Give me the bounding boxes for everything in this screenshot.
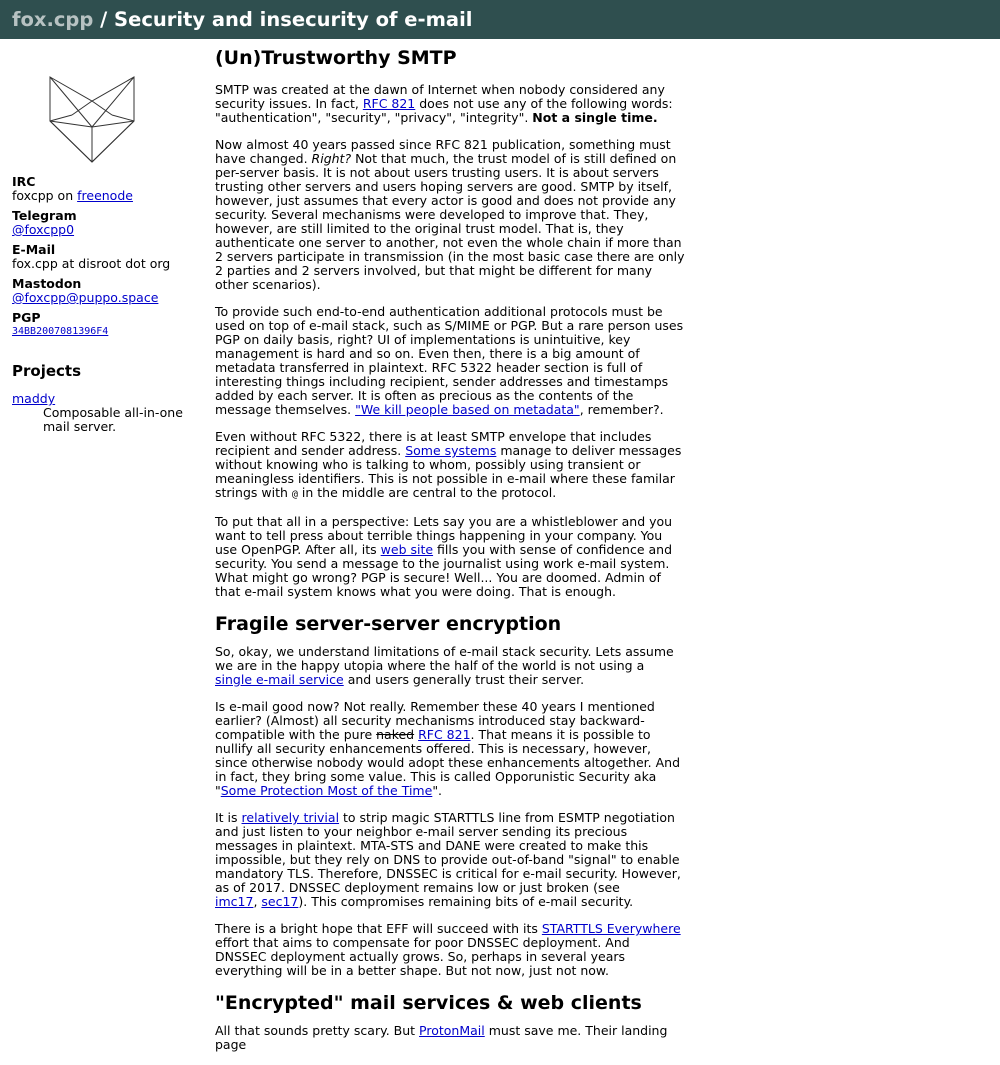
italic-text: Right? — [311, 151, 352, 166]
text: Not that much, the trust model of is still defined on per-server basis. It is not about users trusting users. It is about servers trusting other servers and users hoping servers are good. SMTP by itself, however, just assumes that every actor is good and does not provide any security. Several mechanisms were developed to improve that. They, however, are still limited to the original trust model. That is, they authenticate one server to another, not even the whole chain if more than 2 servers participate in transmission (in the most basic case there are only 2 parties and 2 servers involved, but that might be different for many other scenarios). — [215, 151, 685, 292]
text: Even without RFC 5322, there is at least SMTP envelope that includes recipient and sender address. — [215, 429, 652, 458]
text: manage to deliver messages without knowing who is talking to whom, possibly using transient or meaningless identifiers. This is not possible in e-mail where these familar strings with — [215, 443, 682, 500]
header-separator: / — [93, 8, 115, 31]
telegram-link[interactable]: @foxcpp0 — [12, 222, 75, 237]
project-description: Composable all-in-one mail server. — [43, 405, 183, 434]
email-label: E-Mail — [12, 242, 56, 257]
project-maddy-link[interactable]: maddy — [12, 391, 56, 406]
paragraph-7 — [215, 700, 685, 798]
mastodon-link[interactable]: @foxcpp@puppo.space — [12, 290, 159, 305]
page-title: Security and insecurity of e-mail — [114, 8, 473, 31]
article — [215, 39, 685, 1065]
paragraph-1 — [215, 83, 685, 125]
text: Is e-mail good now? Not really. Remember these 40 years I mentioned earlier? (Almost) all security mechanisms introduced stay backward-compatible with the pure — [215, 699, 655, 742]
text: effort that aims to compensate for poor DNSSEC deployment. And DNSSEC deployment actually grows. So, perhaps in several years everything will be in a better shape. But not now, just not now. — [215, 935, 630, 978]
irc-value — [12, 189, 202, 203]
page-header — [0, 0, 1000, 39]
email-value: fox.cpp at disroot dot org — [12, 256, 171, 271]
paragraph-9 — [215, 922, 685, 978]
sec17-link[interactable]: sec17 — [261, 894, 299, 909]
mastodon-value — [12, 291, 202, 305]
paragraph-6 — [215, 645, 685, 687]
paragraph-4 — [215, 430, 685, 502]
some-protection-link[interactable]: Some Protection Most of the Time — [220, 783, 433, 798]
relatively-trivial-link[interactable]: relatively trivial — [241, 810, 340, 825]
single-email-service-link[interactable]: single e-mail service — [215, 672, 344, 687]
project-item — [12, 392, 202, 434]
paragraph-3 — [215, 305, 685, 417]
at-sign-code: @ — [291, 489, 298, 500]
home-link[interactable]: fox.cpp — [12, 8, 94, 31]
telegram-value — [12, 223, 202, 237]
section-title-fragile-encryption: Fragile server-server encryption — [215, 613, 562, 635]
text: SMTP was created at the dawn of Internet when nobody considered any security issues. In fact, — [215, 82, 665, 111]
telegram-label: Telegram — [12, 208, 77, 223]
text: It is — [215, 810, 242, 825]
section-title-untrustworthy-smtp: (Un)Trustworthy SMTP — [215, 47, 457, 69]
web-site-link[interactable]: web site — [380, 542, 434, 557]
starttls-everywhere-link[interactable]: STARTTLS Everywhere — [541, 921, 681, 936]
text: Now almost 40 years passed since RFC 821 publication, something must have changed. — [215, 137, 671, 166]
text: to strip magic STARTTLS line from ESMTP negotiation and just listen to your neighbor e-mail server sending its precious messages in plaintext. MTA-STS and DANE were created to make this impossible, but they rely on DNS to provide out-of-band "signal" to enable mandatory TLS. Therefore, DNSSEC is critical for e-mail security. However, as of 2017. DNSSEC deployment remains low or just broken (see — [215, 810, 681, 895]
mastodon-label: Mastodon — [12, 276, 82, 291]
imc17-link[interactable]: imc17 — [215, 894, 254, 909]
strikethrough-text: naked — [376, 727, 415, 742]
projects-title: Projects — [12, 362, 82, 380]
text: must save me. Their landing page — [215, 1023, 668, 1052]
text: , remember?. — [579, 402, 664, 417]
section-title-encrypted-services: "Encrypted" mail services & web clients — [215, 992, 642, 1014]
text: . That means it is possible to nullify all security enhancements offered. This is necessary, however, since otherwise nobody would adopt these enhancements altogether. And in fact, they bring some value. This is called Opporunistic Security aka " — [215, 727, 681, 798]
text: ". — [432, 783, 443, 798]
text: To provide such end-to-end authentication additional protocols must be used on top of e-mail stack, such as S/MIME or PGP. But a rare person uses PGP on daily basis, right? UI of implementations is unintuitive, key management is hard and so on. Even then, there is a big amount of metadata transferred in plaintext. RFC 5322 header section is full of interesting things including recipient, sender addresses and timestamps added by each server. It is often as precious as the contents of the message themselves. — [215, 304, 684, 417]
rfc821-link-2[interactable]: RFC 821 — [418, 727, 471, 742]
text: fills you with sense of confidence and security. You send a message to the journalist using work e-mail system. What might go wrong? PGP is secure! Well... You are doomed. Admin of that e-mail system knows what you were doing. That is enough. — [215, 542, 673, 599]
text: in the middle are central to the protocol. — [297, 485, 557, 500]
text: does not use any of the following words: "authentication", "security", "privacy", "integrity". — [215, 96, 673, 125]
paragraph-5 — [215, 515, 685, 599]
paragraph-10 — [215, 1024, 685, 1052]
text: There is a bright hope that EFF will succeed with its — [215, 921, 542, 936]
text: , — [253, 894, 262, 909]
metadata-quote-link[interactable]: "We kill people based on metadata" — [355, 402, 580, 417]
sidebar — [12, 39, 202, 434]
pgp-value — [12, 325, 202, 339]
some-systems-link[interactable]: Some systems — [405, 443, 497, 458]
irc-prefix: foxcpp on — [12, 188, 78, 203]
paragraph-2 — [215, 138, 685, 292]
pgp-label: PGP — [12, 310, 41, 325]
text: All that sounds pretty scary. But — [215, 1023, 420, 1038]
text: and users generally trust their server. — [343, 672, 585, 687]
fox-logo-icon — [48, 75, 136, 165]
pgp-key-link[interactable]: 34BB2007081396F4 — [12, 326, 109, 337]
paragraph-8 — [215, 811, 685, 909]
text: So, okay, we understand limitations of e-mail stack security. Lets assume we are in the happy utopia where the half of the world is not using a — [215, 644, 674, 673]
freenode-link[interactable]: freenode — [77, 188, 133, 203]
emphasis-text: Not a single time. — [532, 110, 658, 125]
rfc821-link[interactable]: RFC 821 — [362, 96, 416, 111]
text: To put that all in a perspective: Lets say you are a whistleblower and you want to tell press about terrible things happening in your company. You use OpenPGP. After all, its — [215, 514, 673, 557]
irc-label: IRC — [12, 174, 36, 189]
text: ). This compromises remaining bits of e-mail security. — [298, 894, 634, 909]
protonmail-link[interactable]: ProtonMail — [419, 1023, 485, 1038]
